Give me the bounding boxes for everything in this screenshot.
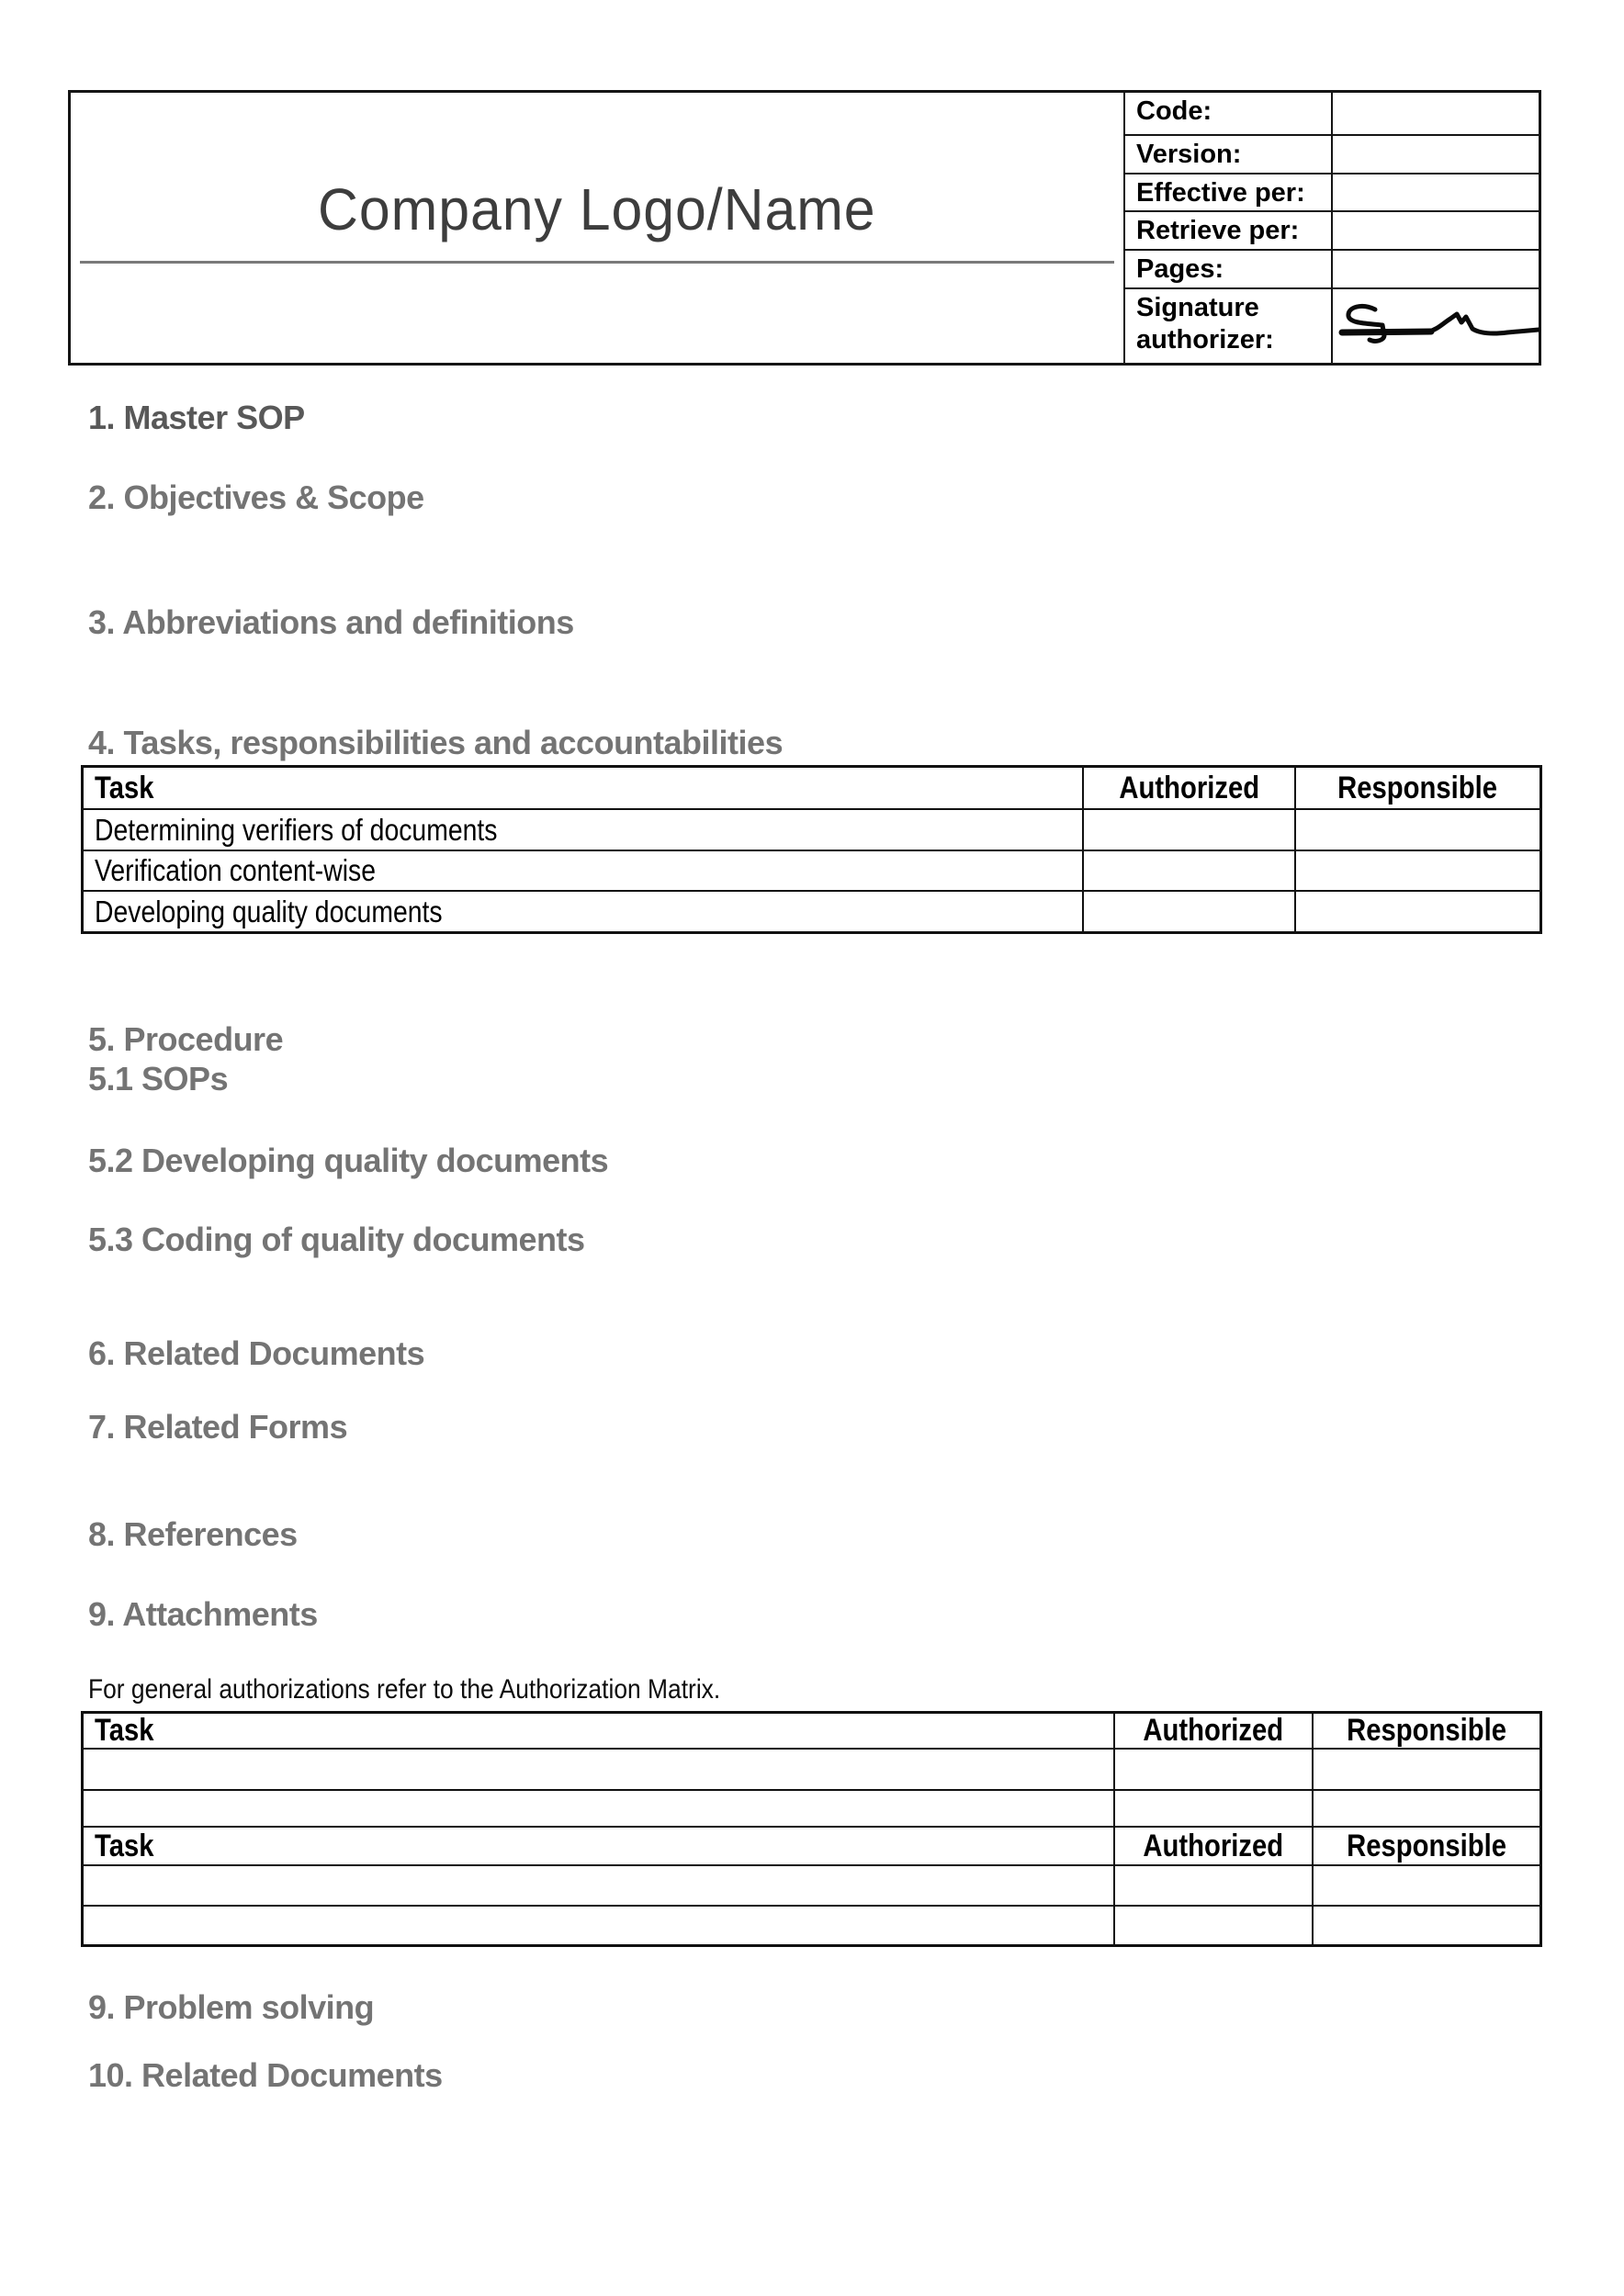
task-cell[interactable] [84,1866,1115,1905]
section-heading-objectives-scope: 2. Objectives & Scope [88,478,424,516]
company-logo-name-text: Company Logo/Name [318,176,876,242]
authorized-cell[interactable] [1084,810,1296,850]
authorized-cell[interactable] [1084,892,1296,931]
column-header-authorized: Authorized [1115,1714,1314,1748]
responsible-cell[interactable] [1314,1907,1539,1944]
table-row [84,892,1539,931]
section-heading-abbreviations: 3. Abbreviations and definitions [88,603,574,641]
authorization-matrix-note: For general authorizations refer to the Authorization Matrix. [88,1674,721,1705]
section-heading-master-sop: 1. Master SOP [88,399,305,436]
table-header-row [84,1714,1539,1750]
table-row [84,810,1539,851]
authorized-cell[interactable] [1084,851,1296,890]
table-row [84,1866,1539,1907]
table-header-row [84,1828,1539,1866]
authorization-matrix-table [81,1711,1542,1947]
tasks-responsibilities-table [81,765,1542,934]
task-cell[interactable] [84,1791,1115,1826]
responsible-cell[interactable] [1296,851,1539,890]
section-heading-related-documents: 6. Related Documents [88,1334,425,1372]
column-header-responsible: Responsible [1347,1828,1506,1863]
responsible-cell[interactable] [1314,1750,1539,1789]
field-value-signature-authorizer[interactable] [1333,289,1539,363]
task-cell[interactable] [84,1750,1115,1789]
table-row [84,1791,1539,1828]
table-row [84,1750,1539,1791]
section-heading-procedure: 5. Procedure [88,1020,284,1058]
section-heading-tasks-responsibilities: 4. Tasks, responsibilities and accountabilities [88,724,784,761]
authorized-cell[interactable] [1115,1750,1314,1789]
field-label-pages: Pages: [1125,251,1333,287]
column-header-task: Task [84,768,1084,808]
responsible-cell[interactable] [1314,1866,1539,1905]
field-value-code[interactable] [1333,93,1539,134]
section-heading-attachments: 9. Attachments [88,1595,318,1633]
column-header-responsible: Responsible [1347,1714,1506,1748]
field-value-version[interactable] [1333,136,1539,173]
table-row [84,1907,1539,1944]
document-header-table [68,90,1541,366]
signature-scribble-icon [1335,298,1546,365]
company-logo-cell [71,93,1125,363]
header-fields-column [1125,93,1539,363]
section-heading-references: 8. References [88,1515,298,1553]
column-header-task: Task [84,1714,1115,1748]
section-heading-coding-quality-documents: 5.3 Coding of quality documents [88,1221,585,1258]
responsible-cell[interactable] [1296,892,1539,931]
responsible-cell[interactable] [1314,1791,1539,1826]
section-heading-related-forms: 7. Related Forms [88,1408,348,1446]
section-heading-sops: 5.1 SOPs [88,1060,229,1097]
field-label-effective-per: Effective per: [1125,174,1333,210]
table-row [84,851,1539,892]
logo-divider-rule [80,261,1114,264]
company-logo-name [71,177,1123,242]
section-heading-related-documents-10: 10. Related Documents [88,2056,443,2094]
task-cell: Verification content-wise [84,851,1084,890]
field-label-version: Version: [1125,136,1333,173]
column-header-authorized: Authorized [1084,768,1296,808]
field-value-pages[interactable] [1333,251,1539,287]
authorized-cell[interactable] [1115,1791,1314,1826]
authorized-cell[interactable] [1115,1907,1314,1944]
section-heading-problem-solving: 9. Problem solving [88,1988,375,2026]
task-cell: Determining verifiers of documents [84,810,1084,850]
section-heading-developing-quality-documents: 5.2 Developing quality documents [88,1142,609,1179]
responsible-cell[interactable] [1296,810,1539,850]
column-header-authorized: Authorized [1115,1828,1314,1864]
task-cell[interactable] [84,1907,1115,1944]
authorized-cell[interactable] [1115,1866,1314,1905]
field-value-retrieve-per[interactable] [1333,212,1539,249]
column-header-task: Task [84,1828,1115,1864]
field-label-retrieve-per: Retrieve per: [1125,212,1333,249]
field-label-signature-authorizer: Signature authorizer: [1125,289,1333,363]
column-header-responsible: Responsible [1337,770,1498,805]
field-value-effective-per[interactable] [1333,174,1539,210]
table-header-row [84,768,1539,810]
field-label-code: Code: [1125,93,1333,134]
task-cell: Developing quality documents [84,892,1084,931]
